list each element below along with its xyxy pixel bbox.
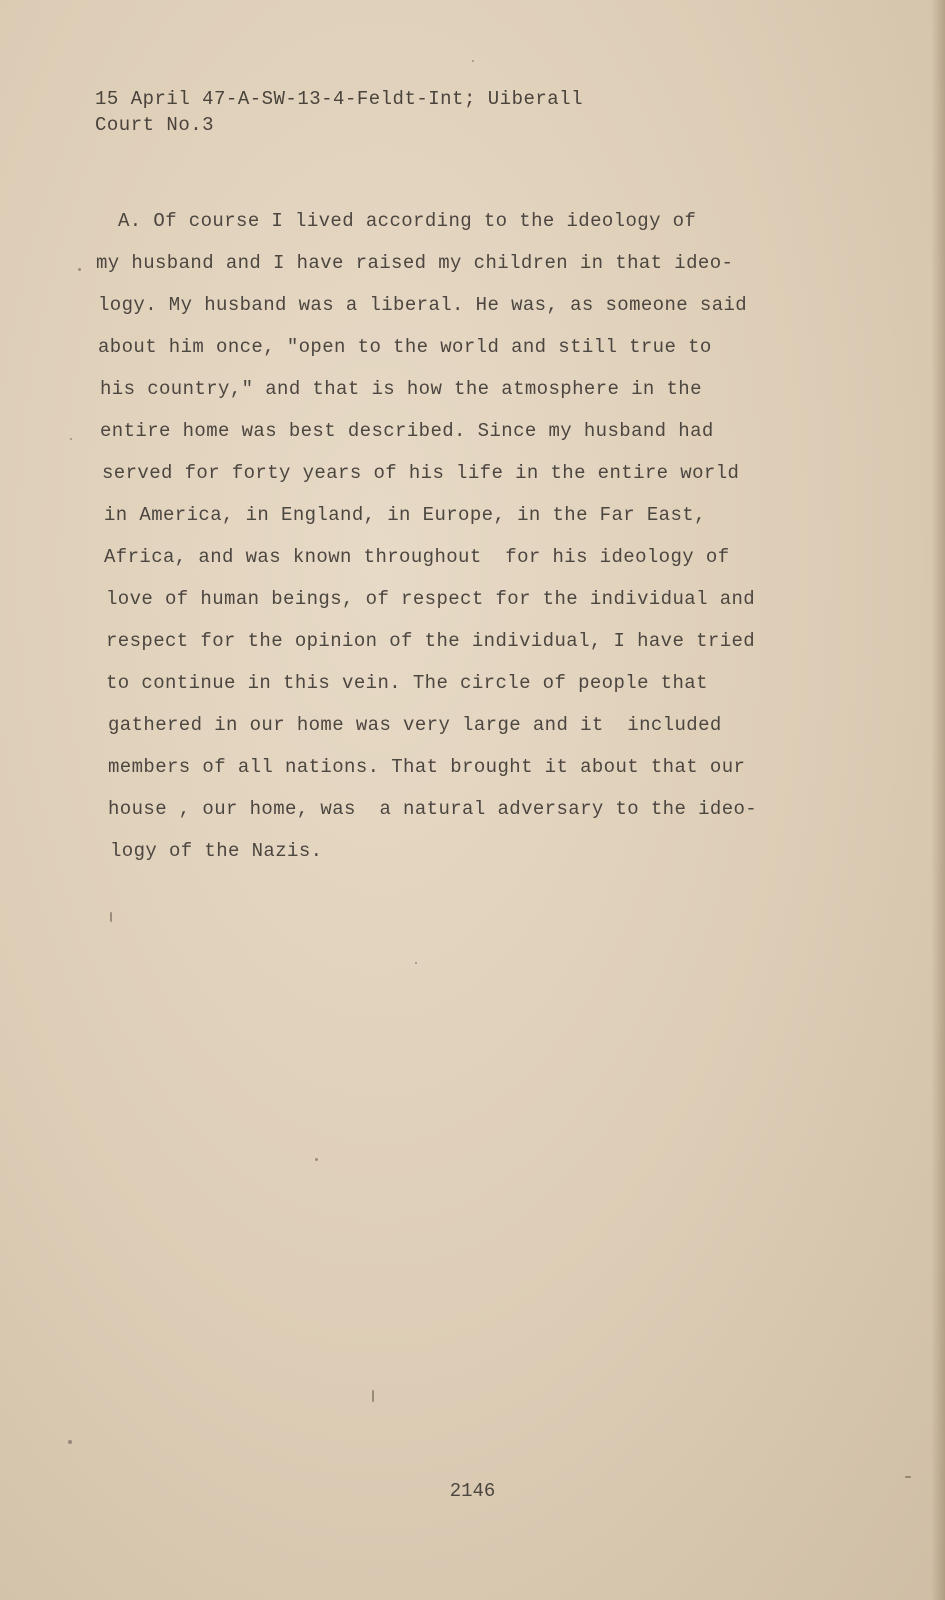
text-line: his country," and that is how the atmosphere in the: [100, 378, 702, 400]
document-header: [95, 86, 583, 138]
text-line: logy. My husband was a liberal. He was, as someone said: [98, 294, 748, 316]
paper-speck: [472, 60, 474, 62]
paper-speck: [905, 1476, 911, 1478]
paper-speck: [68, 1440, 72, 1444]
text-line: in America, in England, in Europe, in the Far East,: [104, 504, 706, 526]
text-line: gathered in our home was very large and it included: [108, 714, 722, 736]
header-court-number: Court No.3: [95, 114, 215, 136]
text-line: to continue in this vein. The circle of people that: [106, 672, 708, 694]
text-line: love of human beings, of respect for the individual and: [106, 588, 756, 610]
testimony-text: [96, 200, 790, 872]
paper-speck: [415, 962, 417, 964]
text-line: about him once, "open to the world and still true to: [98, 336, 712, 358]
paper-speck: [110, 912, 112, 922]
paper-speck: [70, 438, 72, 440]
paper-speck: [78, 268, 81, 271]
text-line: A. Of course I lived according to the ideology of: [118, 210, 697, 232]
text-line: my husband and I have raised my children in that ideo-: [96, 252, 734, 274]
text-line: members of all nations. That brought it about that our: [108, 756, 746, 778]
header-case-reference: 15 April 47-A-SW-13-4-Feldt-Int; Uiberall: [95, 88, 583, 110]
text-line: served for forty years of his life in the entire world: [102, 462, 740, 484]
page-number: 2146: [449, 1480, 496, 1502]
paper-speck: [315, 1158, 318, 1161]
paper-speck: [372, 1390, 374, 1402]
text-line: logy of the Nazis.: [110, 840, 323, 862]
text-line: house , our home, was a natural adversary to the ideo-: [108, 798, 758, 820]
text-line: entire home was best described. Since my husband had: [100, 420, 714, 442]
text-line: Africa, and was known throughout for his ideology of: [104, 546, 730, 568]
text-line: respect for the opinion of the individual, I have tried: [106, 630, 756, 652]
